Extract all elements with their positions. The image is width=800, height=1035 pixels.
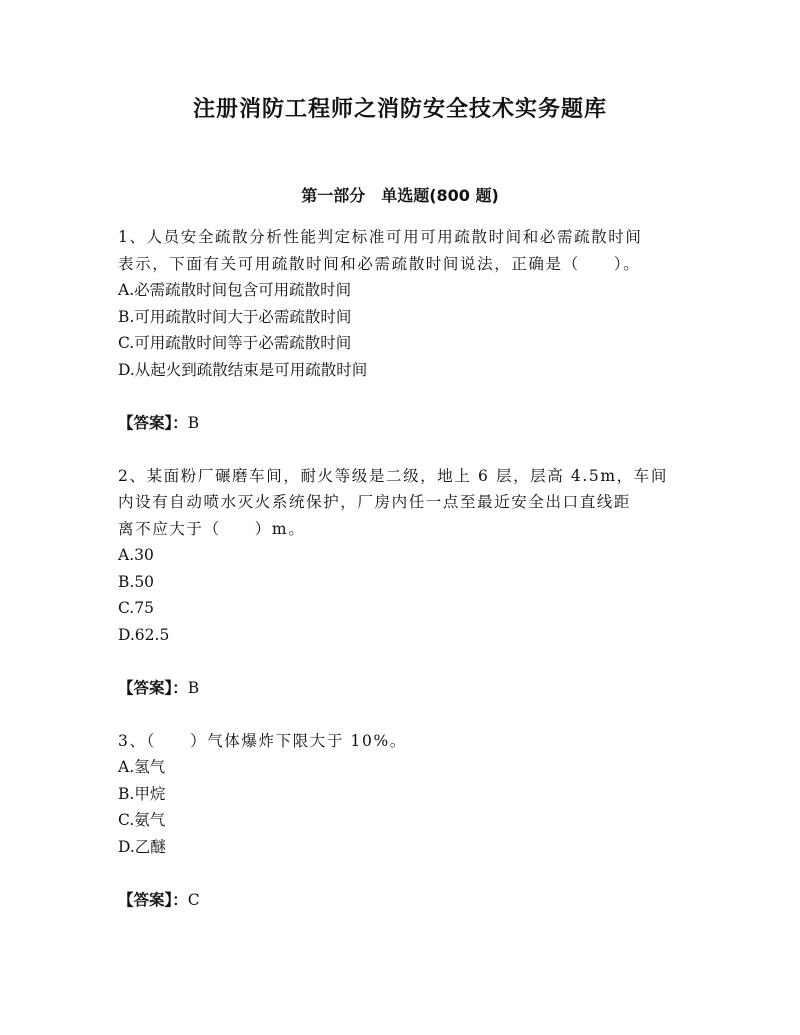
question-block <box>118 728 688 914</box>
answer-label: 【答案】 <box>118 890 173 909</box>
spacer <box>118 701 688 728</box>
spacer <box>118 648 688 675</box>
answer-separator: ： <box>172 890 188 909</box>
question-stem-line: 内设有自动喷水灭火系统保护，厂房内任一点至最近安全出口直线距 <box>118 493 632 511</box>
document-title: 注册消防工程师之消防安全技术实务题库 <box>192 97 607 122</box>
section-heading: 第一部分 单选题(800 题) <box>301 186 499 205</box>
answer-option: D.从起火到疏散结束是可用疏散时间 <box>118 360 368 379</box>
answer-value: B <box>187 413 200 432</box>
answer-option: C.可用疏散时间等于必需疏散时间 <box>118 334 352 352</box>
answer-option: B.甲烷 <box>118 784 166 803</box>
answer-option: A.30 <box>118 546 154 564</box>
answer-option: C.氨气 <box>118 811 166 829</box>
answer-value: B <box>187 678 200 697</box>
answer-line <box>118 887 688 914</box>
answer-option: B.可用疏散时间大于必需疏散时间 <box>118 307 352 326</box>
question-stem-line: 2、某面粉厂碾磨车间，耐火等级是二级，地上 6 层，层高 4.5m，车间 <box>118 466 668 485</box>
question-list <box>118 224 688 913</box>
answer-option: A.必需疏散时间包含可用疏散时间 <box>118 281 352 299</box>
answer-separator: ： <box>172 413 188 432</box>
question-stem-line: 1、人员安全疏散分析性能判定标准可用可用疏散时间和必需疏散时间 <box>118 228 643 246</box>
answer-option: C.75 <box>118 599 154 617</box>
answer-label: 【答案】 <box>118 413 173 432</box>
question-stem-line: 离不应大于（ ）m。 <box>118 519 306 538</box>
answer-option: D.62.5 <box>118 625 170 644</box>
answer-line <box>118 410 688 437</box>
question-stem-line: 3、（ ）气体爆炸下限大于 10%。 <box>118 731 407 750</box>
answer-separator: ： <box>172 678 188 697</box>
spacer <box>118 860 688 887</box>
answer-label: 【答案】 <box>118 678 173 697</box>
question-block <box>118 463 688 728</box>
answer-option: A.氢气 <box>118 758 166 776</box>
answer-line <box>118 675 688 702</box>
spacer <box>118 383 688 410</box>
answer-value: C <box>187 890 200 909</box>
answer-option: B.50 <box>118 572 155 591</box>
question-stem-line: 表示，下面有关可用疏散时间和必需疏散时间说法，正确是（ ）。 <box>118 254 641 273</box>
answer-option: D.乙醚 <box>118 837 166 856</box>
question-block <box>118 224 688 463</box>
spacer <box>118 436 688 463</box>
